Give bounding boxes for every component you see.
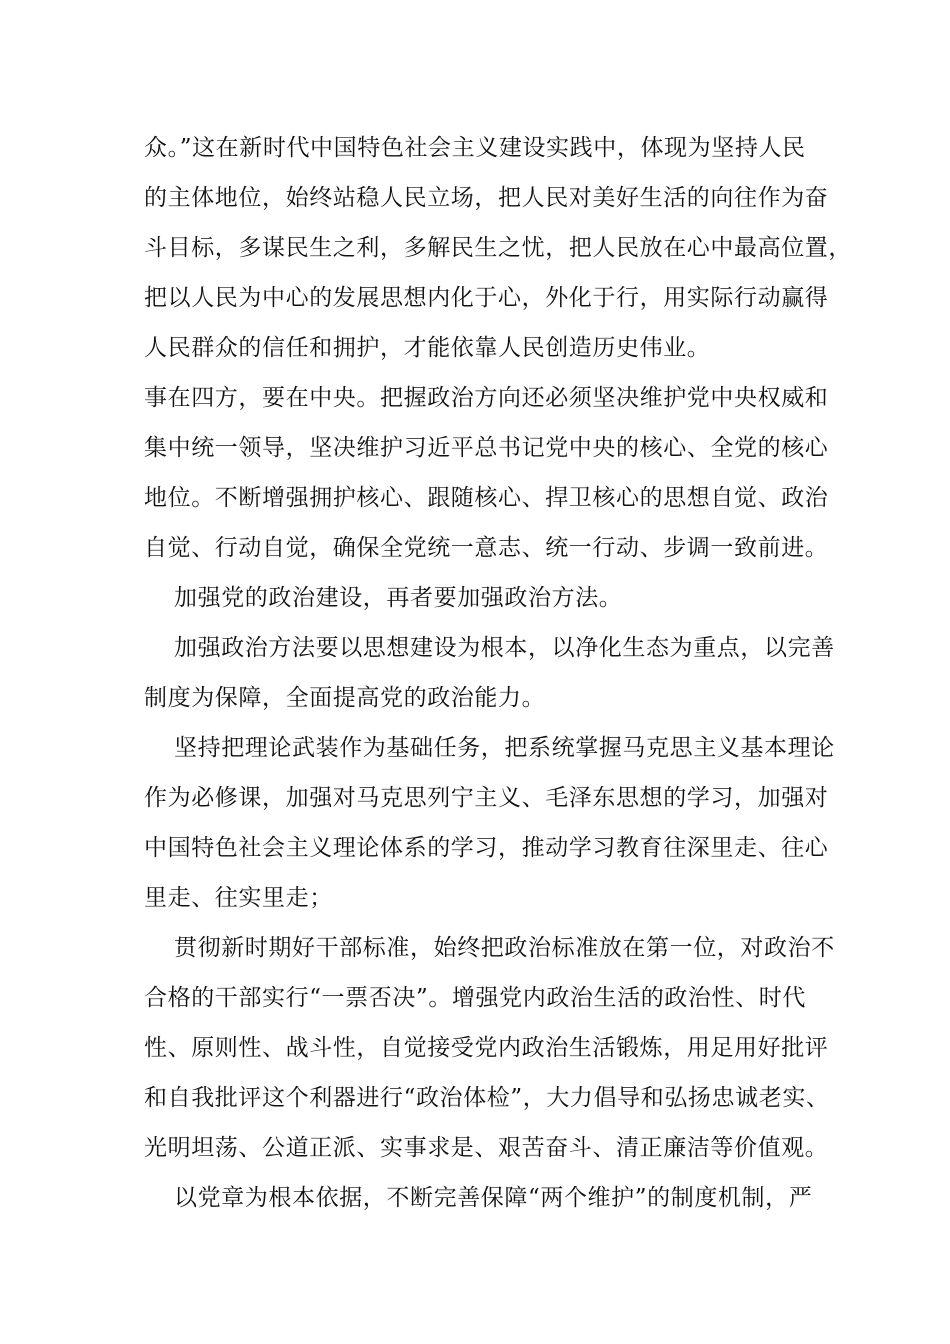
text-line: 以党章为根本依据，不断完善保障“两个维护”的制度机制，严 — [174, 1185, 813, 1211]
text-line: 人民群众的信任和拥护，才能依靠人民创造历史伟业。 — [144, 335, 711, 361]
text-line: 众。”这在新时代中国特色社会主义建设实践中，体现为坚持人民 — [144, 135, 806, 161]
text-line: 地位。不断增强拥护核心、跟随核心、捍卫核心的思想自觉、政治 — [144, 485, 829, 511]
text-line: 自觉、行动自觉，确保全党统一意志、统一行动、步调一致前进。 — [144, 535, 829, 561]
text-line: 里走、往实里走； — [144, 885, 333, 911]
text-line: 作为必修课，加强对马克思列宁主义、毛泽东思想的学习，加强对 — [144, 785, 829, 811]
text-line: 加强党的政治建设，再者要加强政治方法。 — [174, 585, 623, 611]
text-line: 把以人民为中心的发展思想内化于心，外化于行，用实际行动赢得 — [144, 285, 829, 311]
text-line: 性、原则性、战斗性，自觉接受党内政治生活锻炼，用足用好批评 — [144, 1035, 829, 1061]
text-line: 的主体地位，始终站稳人民立场，把人民对美好生活的向往作为奋 — [144, 185, 829, 211]
text-line: 制度为保障，全面提高党的政治能力。 — [144, 685, 546, 711]
text-line: 合格的干部实行“一票否决”。增强党内政治生活的政治性、时代 — [144, 985, 806, 1011]
text-line: 加强政治方法要以思想建设为根本，以净化生态为重点，以完善 — [174, 635, 835, 661]
text-line: 事在四方，要在中央。把握政治方向还必须坚决维护党中央权威和 — [144, 385, 829, 411]
text-line: 和自我批评这个利器进行“政治体检”，大力倡导和弘扬忠诚老实、 — [144, 1085, 830, 1111]
text-line: 坚持把理论武装作为基础任务，把系统掌握马克思主义基本理论 — [174, 735, 835, 761]
text-line: 贯彻新时期好干部标准，始终把政治标准放在第一位，对政治不 — [174, 935, 835, 961]
text-line: 集中统一领导，坚决维护习近平总书记党中央的核心、全党的核心 — [144, 435, 829, 461]
text-line: 斗目标，多谋民生之利，多解民生之忧，把人民放在心中最高位置， — [144, 235, 852, 261]
text-line: 光明坦荡、公道正派、实事求是、艰苦奋斗、清正廉洁等价值观。 — [144, 1135, 829, 1161]
text-line: 中国特色社会主义理论体系的学习，推动学习教育往深里走、往心 — [144, 835, 829, 861]
